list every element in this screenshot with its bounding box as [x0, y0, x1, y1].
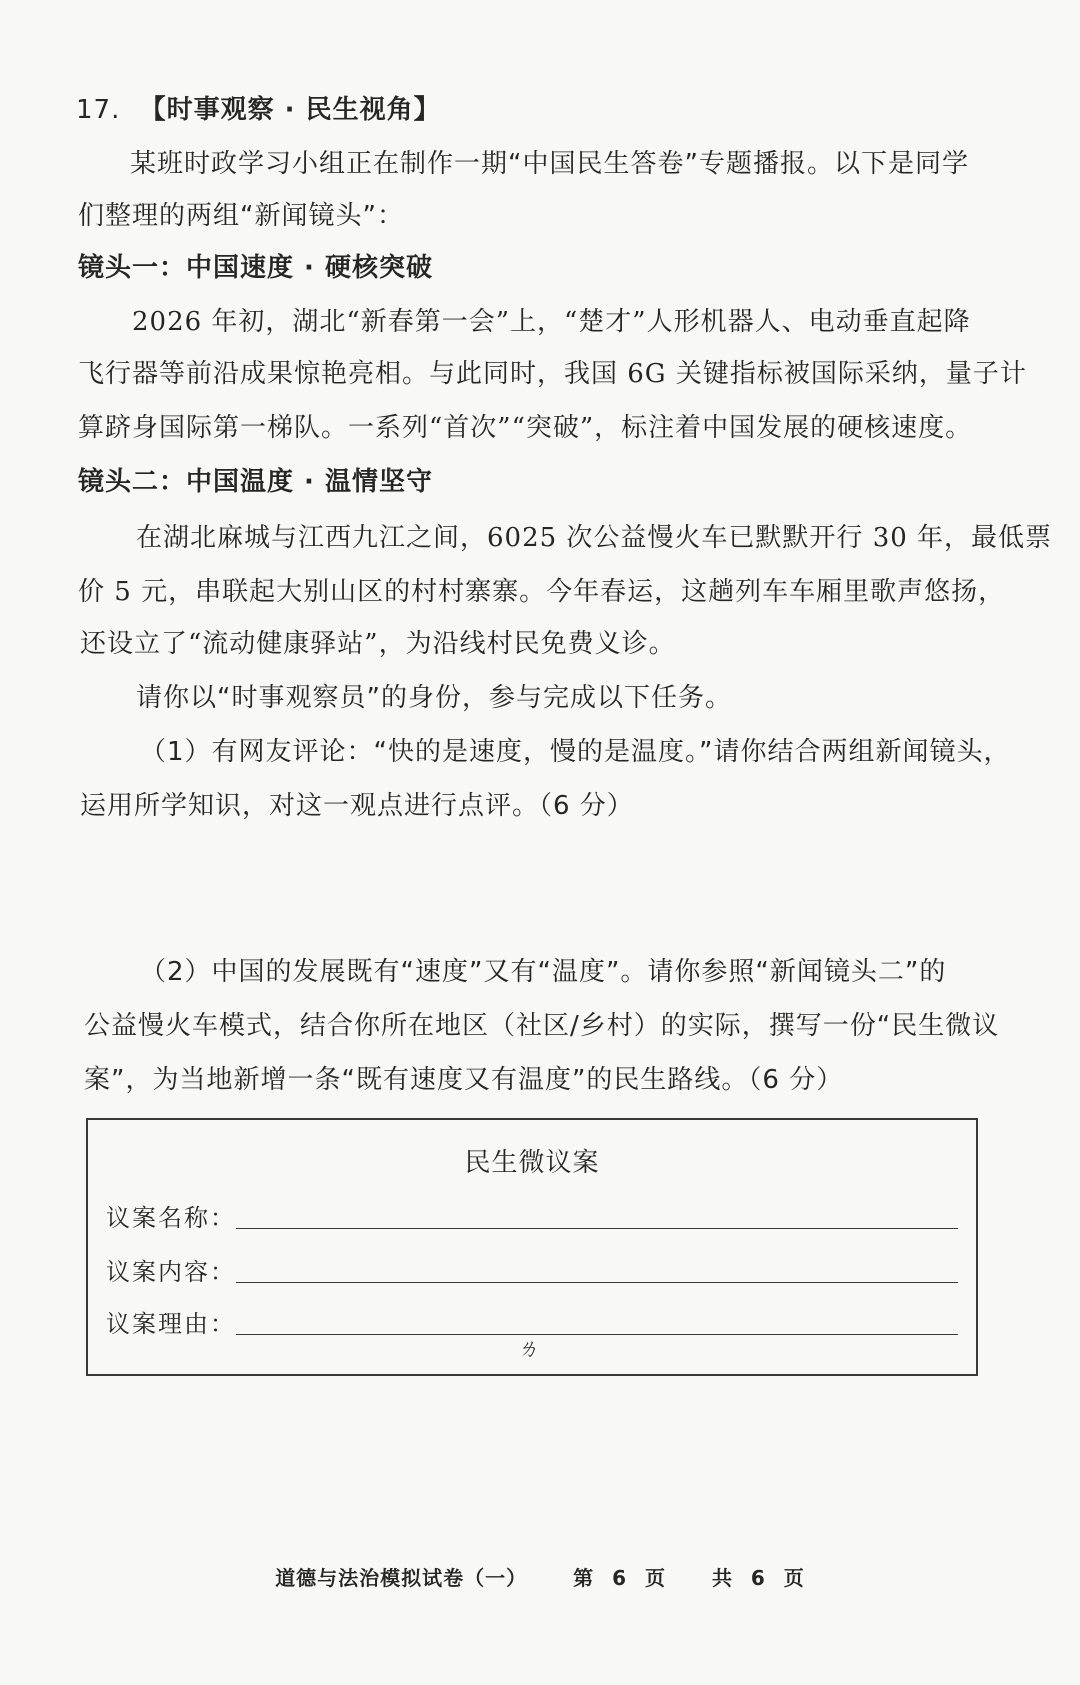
- shot1-line-2: 飞行器等前沿成果惊艳亮相。与此同时，我国 6G 关键指标被国际采纳，量子计: [78, 359, 1027, 389]
- question-tag: 【时事观察 · 民生视角】: [139, 95, 441, 125]
- field-line-content[interactable]: [236, 1282, 958, 1283]
- footer-exam-title: 道德与法治模拟试卷（一）: [275, 1566, 528, 1590]
- intro-line-2: 们整理的两组“新闻镜头”：: [78, 201, 404, 231]
- proposal-box: [86, 1118, 978, 1376]
- shot1-line-1: 2026 年初，湖北“新春第一会”上，“楚才”人形机器人、电动垂直起降: [132, 307, 971, 337]
- field-label-reason: 议案理由：: [106, 1310, 236, 1338]
- field-label-content: 议案内容：: [106, 1258, 236, 1286]
- proposal-box-title: 民生微议案: [464, 1148, 600, 1178]
- sub2-line-2: 公益慢火车模式，结合你所在地区（社区/乡村）的实际，撰写一份“民生微议: [84, 1011, 1000, 1041]
- shot2-line-2: 价 5 元，串联起大别山区的村村寨寨。今年春运，这趟列车车厢里歌声悠扬，: [78, 577, 1006, 607]
- shot1-line-3: 算跻身国际第一梯队。一系列“首次”“突破”，标注着中国发展的硬核速度。: [78, 413, 973, 443]
- field-line-name[interactable]: [236, 1228, 958, 1229]
- page-footer: [0, 1562, 1080, 1591]
- shot1-heading: 镜头一：中国速度 · 硬核突破: [78, 253, 433, 283]
- question-header: [76, 92, 441, 128]
- task-intro: 请你以“时事观察员”的身份，参与完成以下任务。: [136, 683, 732, 713]
- sub1-line-2: 运用所学知识，对这一观点进行点评。（6 分）: [80, 791, 634, 821]
- shot2-heading: 镜头二：中国温度 · 温情坚守: [78, 467, 433, 497]
- shot2-line-3: 还设立了“流动健康驿站”，为沿线村民免费义诊。: [80, 629, 676, 659]
- handwritten-mark: ㄌ: [518, 1337, 541, 1362]
- footer-total-pages: 共 6 页: [711, 1566, 805, 1590]
- shot2-line-1: 在湖北麻城与江西九江之间，6025 次公益慢火车已默默开行 30 年，最低票: [136, 523, 1053, 553]
- sub1-line-1: （1）有网友评论：“快的是速度，慢的是温度。”请你结合两组新闻镜头，: [140, 737, 1011, 767]
- field-label-name: 议案名称：: [106, 1204, 236, 1232]
- field-line-reason[interactable]: [236, 1334, 958, 1335]
- sub2-line-1: （2）中国的发展既有“速度”又有“温度”。请你参照“新闻镜头二”的: [140, 957, 947, 987]
- footer-page-number: 第 6 页: [573, 1566, 666, 1590]
- intro-line-1: 某班时政学习小组正在制作一期“中国民生答卷”专题播报。以下是同学: [130, 149, 969, 179]
- question-number: 17.: [76, 95, 121, 125]
- sub2-line-3: 案”，为当地新增一条“既有速度又有温度”的民生路线。（6 分）: [84, 1065, 844, 1095]
